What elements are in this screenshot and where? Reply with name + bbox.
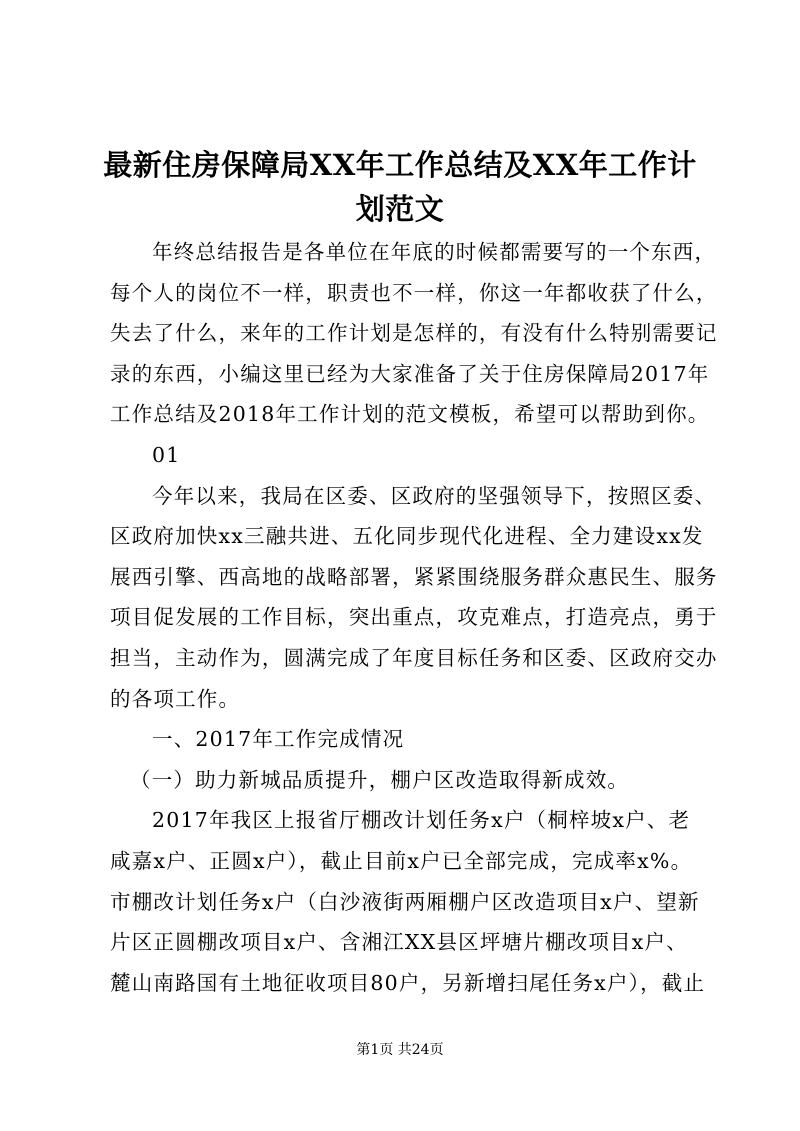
paragraph-line: 工作总结及2018年工作计划的范文模板，希望可以帮助到你。	[110, 402, 710, 427]
paragraph-line: 市棚改计划任务x户（白沙液街两厢棚户区改造项目x户、望新	[110, 889, 700, 914]
paragraph-line: 片区正圆棚改项目x户、含湘江XX县区坪塘片棚改项目x户、	[110, 930, 688, 955]
paragraph-line: 展西引擎、西高地的战略部署，紧紧围绕服务群众惠民生、服务	[110, 564, 718, 589]
paragraph-line: 年终总结报告是各单位在年底的时候都需要写的一个东西，	[152, 240, 717, 264]
paragraph-line: 的各项工作。	[110, 686, 241, 711]
paragraph-line: 担当，主动作为，圆满完成了年度目标任务和区委、区政府交办	[110, 645, 718, 670]
section-number: 01	[152, 442, 181, 467]
document-body	[110, 232, 718, 1003]
paragraph-line: 每个人的岗位不一样，职责也不一样，你这一年都收获了什么，	[110, 280, 718, 305]
paragraph-line: 今年以来，我局在区委、区政府的坚强领导下，按照区委、	[152, 483, 717, 508]
paragraph-line: 2017年我区上报省厅棚改计划任务x户（桐梓坡x户、老	[152, 808, 691, 833]
paragraph-line: 麓山南路国有土地征收项目80户，另新增扫尾任务x户），截止	[110, 970, 706, 995]
section-heading: 一、2017年工作完成情况	[152, 727, 405, 752]
paragraph-line: 失去了什么，来年的工作计划是怎样的，有没有什么特别需要记	[110, 321, 718, 346]
subsection-heading: （一）助力新城品质提升，棚户区改造取得新成效。	[130, 767, 630, 792]
document-title	[100, 143, 700, 231]
title-line-1: 最新住房保障局XX年工作总结及XX年工作计	[103, 148, 697, 182]
page-footer: 第1页 共24页	[356, 1042, 444, 1058]
paragraph-line: 录的东西，小编这里已经为大家准备了关于住房保障局2017年	[110, 361, 710, 386]
paragraph-line: 咸嘉x户、正圆x户），截止目前x户已全部完成，完成率x%。	[110, 848, 693, 873]
paragraph-line: 项目促发展的工作目标，突出重点，攻克难点，打造亮点，勇于	[110, 605, 718, 630]
paragraph-line: 区政府加快xx三融共进、五化同步现代化进程、全力建设xx发	[110, 524, 704, 549]
title-line-2: 划范文	[355, 192, 445, 226]
